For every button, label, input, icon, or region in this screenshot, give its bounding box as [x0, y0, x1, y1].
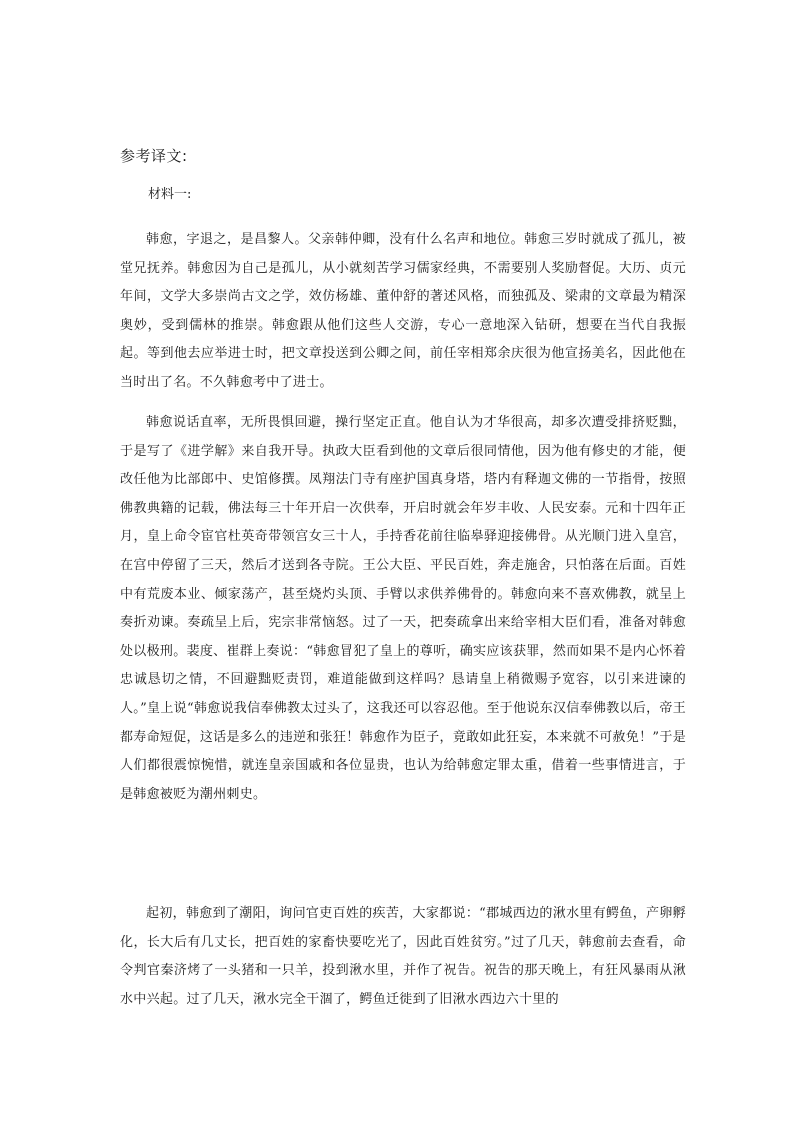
- paragraph-2: 韩愈说话直率，无所畏惧回避，操行坚定正直。他自认为才华很高，却多次遭受排挤贬黜，于是写了《进学解》来自我开导。执政大臣看到他的文章后很同情他，因为他有修史的才能，便改任他为比部郎中、史馆修撰。凤翔法门寺有座护国真身塔，塔内有释迦文佛的一节指骨，按照佛教典籍的记载，佛法每三十年开启一次供奉，开启时就会年岁丰收、人民安泰。元和十四年正月，皇上命令宦官杜英奇带领宫女三十人，手持香花前往临皋驿迎接佛骨。从光顺门进入皇宫，在宫中停留了三天，然后才送到各寺院。王公大臣、平民百姓，奔走施舍，只怕落在后面。百姓中有荒废本业、倾家荡产，甚至烧灼头顶、手臂以求供养佛骨的。韩愈向来不喜欢佛教，就呈上奏折劝谏。奏疏呈上后，宪宗非常恼怒。过了一天，把奏疏拿出来给宰相大臣们看，准备对韩愈处以极刑。裴度、崔群上奏说：“韩愈冒犯了皇上的尊听，确实应该获罪，然而如果不是内心怀着忠诚恳切之情，不回避黜贬责罚，难道能做到这样吗？恳请皇上稍微赐予宽容，以引来进谏的人。”皇上说“韩愈说我信奉佛教太过头了，这我还可以容忍他。至于他说东汉信奉佛教以后，帝王都寿命短促，这话是多么的违逆和张狂！韩愈作为臣子，竟敢如此狂妄，本来就不可赦免！”于是人们都很震惊惋惜，就连皇亲国戚和各位显贵，也认为给韩愈定罪太重，借着一些事情进言，于是韩愈被贬为潮州刺史。: [120, 415, 686, 802]
- paragraph-3: 起初，韩愈到了潮阳，询问官吏百姓的疾苦，大家都说：“郡城西边的湫水里有鳄鱼，产卵孵化，长大后有几丈长，把百姓的家畜快要吃光了，因此百姓贫穷。”过了几天，韩愈前去查看，命令判官秦济烤了一头猪和一只羊，投到湫水里，并作了祝告。祝告的那天晚上，有狂风暴雨从湫水中兴起。过了几天，湫水完全干涸了，鳄鱼迁徙到了旧湫水西边六十里的: [120, 906, 686, 1007]
- section-label: 材料一:: [148, 187, 192, 202]
- page-heading: 参考译文:: [120, 147, 188, 165]
- paragraph-1: 韩愈，字退之，是昌黎人。父亲韩仲卿，没有什么名声和地位。韩愈三岁时就成了孤儿，被堂兄抚养。韩愈因为自己是孤儿，从小就刻苦学习儒家经典，不需要别人奖励督促。大历、贞元年间，文学大多崇尚古文之学，效仿杨雄、董仲舒的著述风格，而独孤及、梁肃的文章最为精深奥妙，受到儒林的推崇。韩愈跟从他们这些人交游，专心一意地深入钻研，想要在当代自我振起。等到他去应举进士时，把文章投送到公卿之间，前任宰相郑余庆很为他宣扬美名，因此他在当时出了名。不久韩愈考中了进士。: [120, 232, 686, 390]
